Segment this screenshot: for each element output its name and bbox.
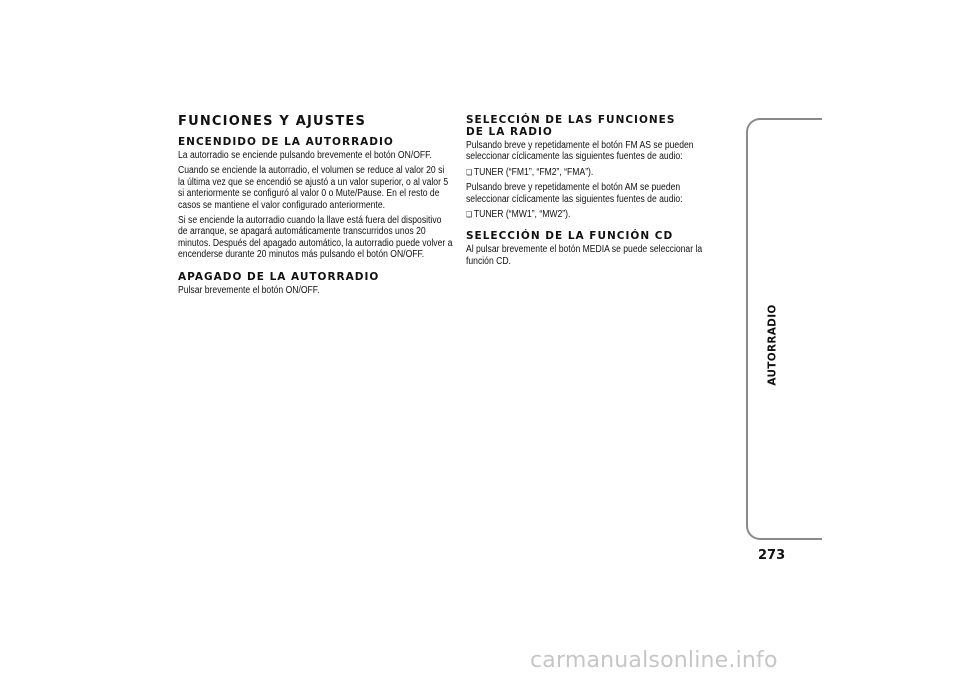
section-label-text: AUTORRADIO	[767, 304, 780, 386]
bullet-item: ❏ TUNER (“MW1”, “MW2”).	[466, 209, 723, 220]
heading-apagado: APAGADO DE LA AUTORRADIO	[178, 270, 380, 283]
heading-seleccion-radio-line2: DE LA RADIO	[466, 126, 553, 138]
heading-encendido: ENCENDIDO DE LA AUTORRADIO	[178, 136, 394, 148]
left-column	[178, 114, 454, 300]
watermark: carmanualsonline.info	[530, 648, 778, 673]
paragraph: Pulsando breve y repetidamente el botón AM se pueden seleccionar cíclicamente las siguientes fuentes de audio:	[466, 182, 683, 205]
section-tab-frame	[746, 118, 822, 540]
page-title: FUNCIONES Y AJUSTES	[178, 114, 367, 129]
bullet-item: ❏ TUNER (“FM1”, “FM2”, “FMA”).	[466, 167, 723, 178]
paragraph: La autorradio se enciende pulsando brevemente el botón ON/OFF.	[178, 150, 432, 161]
page-number: 273	[758, 548, 786, 563]
heading-seleccion-radio-line1: SELECCIÓN DE LAS FUNCIONES	[466, 114, 676, 126]
paragraph: Al pulsar brevemente el botón MEDIA se puede seleccionar la función CD.	[466, 244, 703, 267]
section-tab-label	[766, 300, 780, 390]
paragraph: Cuando se enciende la autorradio, el volumen se reduce al valor 20 si la última vez que se encendió se ajustó a un valor superior, o al valor 5 si anteriormente se configuró al valor 0 o Mute/Pause. En el resto de casos se mantiene el valor configurado anteriormente.	[178, 165, 449, 211]
heading-seleccion-cd: SELECCIÓN DE LA FUNCIÓN CD	[466, 230, 674, 243]
paragraph: Pulsar brevemente el botón ON/OFF.	[178, 284, 320, 296]
right-column	[466, 114, 724, 271]
paragraph: Pulsando breve y repetidamente el botón FM AS se pueden seleccionar cíclicamente las siguientes fuentes de audio:	[466, 140, 694, 163]
paragraph: Si se enciende la autorradio cuando la llave está fuera del dispositivo de arranque, se apagará automáticamente transcurridos unos 20 minutos. Después del apagado automático, la autorradio puede volver a encenderse durante 20 minutos más pulsando el botón ON/OFF.	[178, 215, 453, 261]
